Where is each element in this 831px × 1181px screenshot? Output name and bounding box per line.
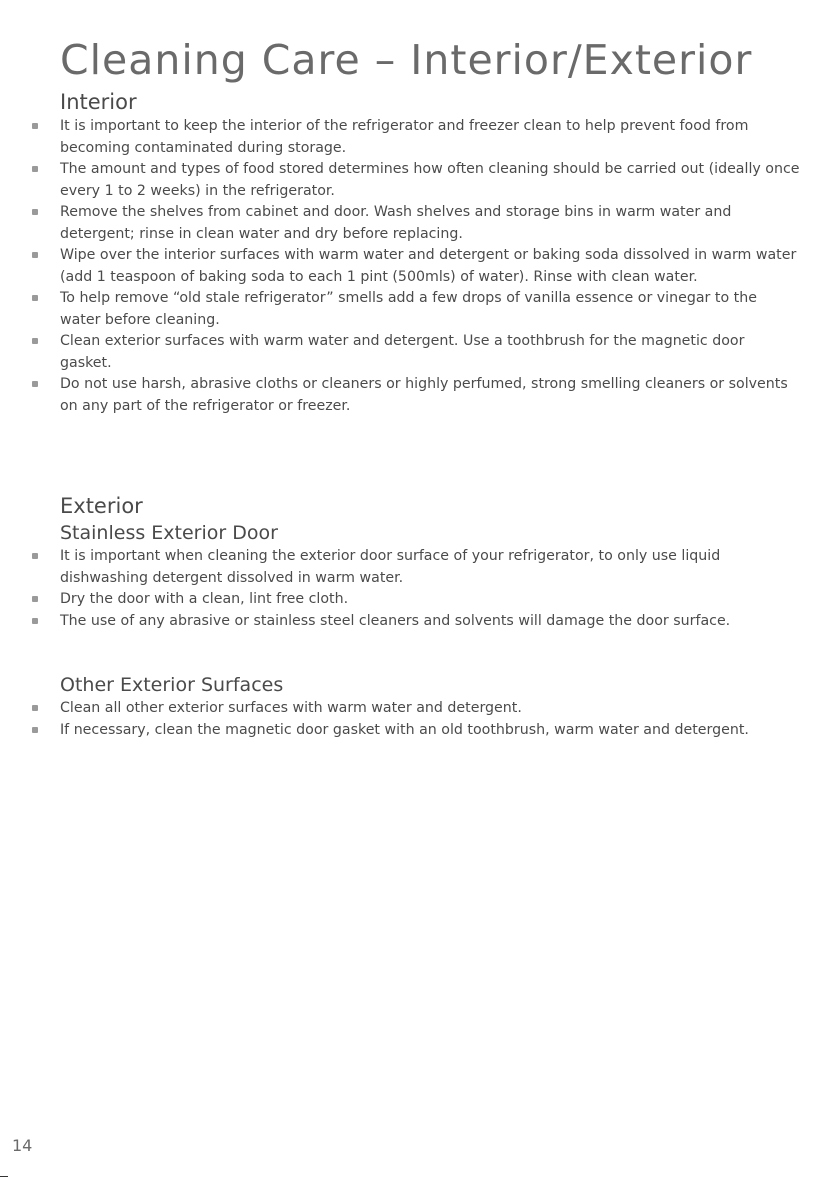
bullet-square-icon <box>32 381 38 387</box>
bullet-square-icon <box>32 123 38 129</box>
list-item: It is important to keep the interior of the refrigerator and freezer clean to help prevent food from becoming contaminated during storage. <box>54 116 800 159</box>
other-exterior-heading: Other Exterior Surfaces <box>60 674 284 696</box>
exterior-heading: Exterior <box>60 494 143 518</box>
bullet-square-icon <box>32 553 38 559</box>
list-item: The use of any abrasive or stainless steel cleaners and solvents will damage the door surface. <box>54 611 800 633</box>
page-title: Cleaning Care – Interior/Exterior <box>60 36 753 84</box>
exterior-section <box>60 492 800 632</box>
bullet-square-icon <box>32 295 38 301</box>
list-item: If necessary, clean the magnetic door gasket with an old toothbrush, warm water and detergent. <box>54 720 800 742</box>
list-item: It is important when cleaning the exterior door surface of your refrigerator, to only use liquid dishwashing detergent dissolved in warm water. <box>54 546 800 589</box>
list-item: Do not use harsh, abrasive cloths or cleaners or highly perfumed, strong smelling cleaners or solvents on any part of the refrigerator or freezer. <box>54 374 800 417</box>
list-item: Clean all other exterior surfaces with warm water and detergent. <box>54 698 800 720</box>
bullet-square-icon <box>32 338 38 344</box>
bullet-square-icon <box>32 209 38 215</box>
bullet-square-icon <box>32 705 38 711</box>
bullet-square-icon <box>32 596 38 602</box>
bullet-square-icon <box>32 166 38 172</box>
interior-section <box>60 88 800 417</box>
bullet-square-icon <box>32 252 38 258</box>
list-item: The amount and types of food stored determines how often cleaning should be carried out (ideally once every 1 to 2 weeks) in the refrigerator. <box>54 159 800 202</box>
interior-bullet-list <box>60 116 800 417</box>
list-item: Wipe over the interior surfaces with warm water and detergent or baking soda dissolved in warm water (add 1 teaspoon of baking soda to each 1 pint (500mls) of water). Rinse with clean water. <box>54 245 800 288</box>
stainless-bullet-list <box>60 546 800 632</box>
list-item: Remove the shelves from cabinet and door. Wash shelves and storage bins in warm water and detergent; rinse in clean water and dry before replacing. <box>54 202 800 245</box>
footer-rule <box>0 1176 8 1177</box>
other-exterior-bullet-list <box>60 698 800 741</box>
other-exterior-section <box>60 672 800 741</box>
stainless-door-heading: Stainless Exterior Door <box>60 522 278 544</box>
bullet-square-icon <box>32 727 38 733</box>
interior-heading: Interior <box>60 90 137 114</box>
list-item: Dry the door with a clean, lint free cloth. <box>54 589 800 611</box>
list-item: Clean exterior surfaces with warm water and detergent. Use a toothbrush for the magnetic door gasket. <box>54 331 800 374</box>
bullet-square-icon <box>32 618 38 624</box>
page-number: 14 <box>12 1136 33 1155</box>
list-item: To help remove “old stale refrigerator” smells add a few drops of vanilla essence or vinegar to the water before cleaning. <box>54 288 800 331</box>
